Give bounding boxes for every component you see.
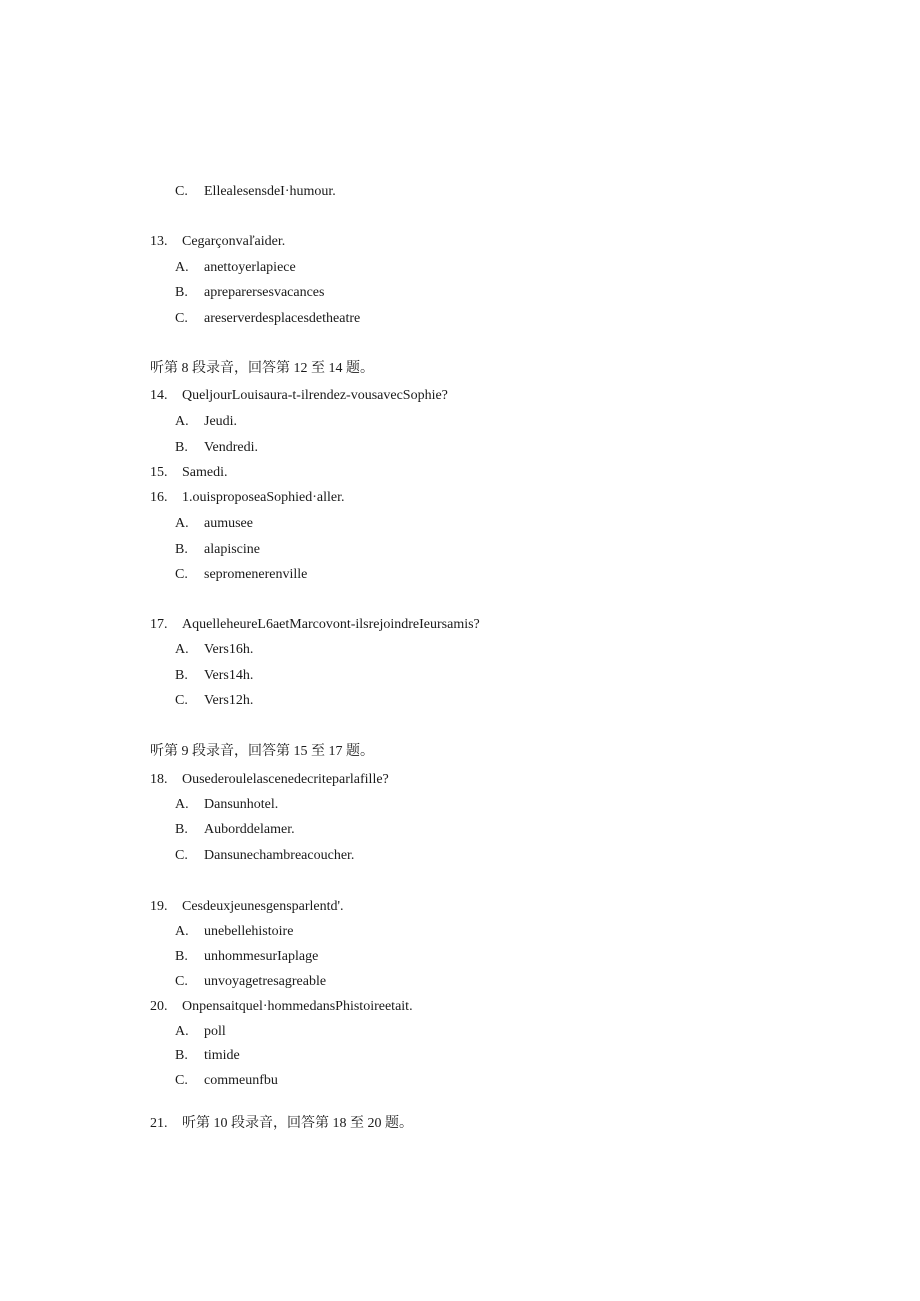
question-number: 18.	[150, 772, 168, 787]
option-text: poll	[204, 1024, 226, 1039]
option-text: Auborddelamer.	[204, 822, 295, 837]
option-text: alapiscine	[204, 542, 260, 557]
question-number: 13.	[150, 234, 168, 249]
option-label: B.	[175, 440, 188, 455]
question-number: 20.	[150, 999, 168, 1014]
option-label: A.	[175, 260, 189, 275]
question-number: 15.	[150, 465, 168, 480]
question-text: AquelleheureL6aetMarcovont-ilsrejoindreIeursamis?	[182, 617, 480, 632]
question-text: Ousederoulelascenedecriteparlafille?	[182, 772, 389, 787]
option-text: EllealesensdeI·humour.	[204, 184, 336, 199]
option-label: A.	[175, 642, 189, 657]
option-text: unhommesurIaplage	[204, 949, 319, 964]
option-label: C.	[175, 311, 188, 326]
option-label: C.	[175, 974, 188, 989]
option-text: Dansunhotel.	[204, 797, 279, 812]
option-label: A.	[175, 924, 189, 939]
option-text: commeunfbu	[204, 1073, 278, 1088]
option-text: apreparersesvacances	[204, 285, 325, 300]
question-text: Cegarçonvaľaider.	[182, 234, 286, 249]
option-label: C.	[175, 184, 188, 199]
option-text: Dansunechambreacoucher.	[204, 848, 355, 863]
question-number: 14.	[150, 388, 168, 403]
option-text: Vendredi.	[204, 440, 259, 455]
option-text: aumusee	[204, 516, 253, 531]
option-label: A.	[175, 1024, 189, 1039]
option-label: C.	[175, 567, 188, 582]
option-label: A.	[175, 516, 189, 531]
question-number: 16.	[150, 490, 168, 505]
question-number: 17.	[150, 617, 168, 632]
question-text: Cesdeuxjeunesgensparlentd'.	[182, 899, 344, 914]
option-label: B.	[175, 1048, 188, 1063]
question-number: 21.	[150, 1116, 168, 1131]
option-label: C.	[175, 1073, 188, 1088]
option-label: B.	[175, 949, 188, 964]
option-text: Vers16h.	[204, 642, 254, 657]
option-text: Vers12h.	[204, 693, 254, 708]
option-text: unebellehistoire	[204, 924, 294, 939]
option-text: anettoyerlapiece	[204, 260, 296, 275]
option-label: A.	[175, 797, 189, 812]
question-number: 19.	[150, 899, 168, 914]
question-text: 1.ouisproposeaSophied·aller.	[182, 490, 345, 505]
option-label: B.	[175, 822, 188, 837]
section-instruction: 听第 9 段录音，回答第 15 至 17 题。	[150, 744, 374, 759]
option-label: B.	[175, 542, 188, 557]
option-label: C.	[175, 693, 188, 708]
question-text: QueljourLouisaura-t-ilrendez-vousavecSophie?	[182, 388, 448, 403]
question-text: Onpensaitquel·hommedansPhistoireetait.	[182, 999, 413, 1014]
option-text: unvoyagetresagreable	[204, 974, 327, 989]
option-text: Vers14h.	[204, 668, 254, 683]
option-label: C.	[175, 848, 188, 863]
section-instruction: 听第 8 段录音，回答第 12 至 14 题。	[150, 361, 374, 376]
question-text: Samedi.	[182, 465, 228, 480]
option-label: A.	[175, 414, 189, 429]
option-label: B.	[175, 285, 188, 300]
option-text: areserverdesplacesdetheatre	[204, 311, 361, 326]
option-text: timide	[204, 1048, 240, 1063]
option-text: Jeudi.	[204, 414, 238, 429]
option-label: B.	[175, 668, 188, 683]
option-text: sepromenerenville	[204, 567, 308, 582]
section-instruction: 听第 10 段录音，回答第 18 至 20 题。	[182, 1116, 413, 1131]
